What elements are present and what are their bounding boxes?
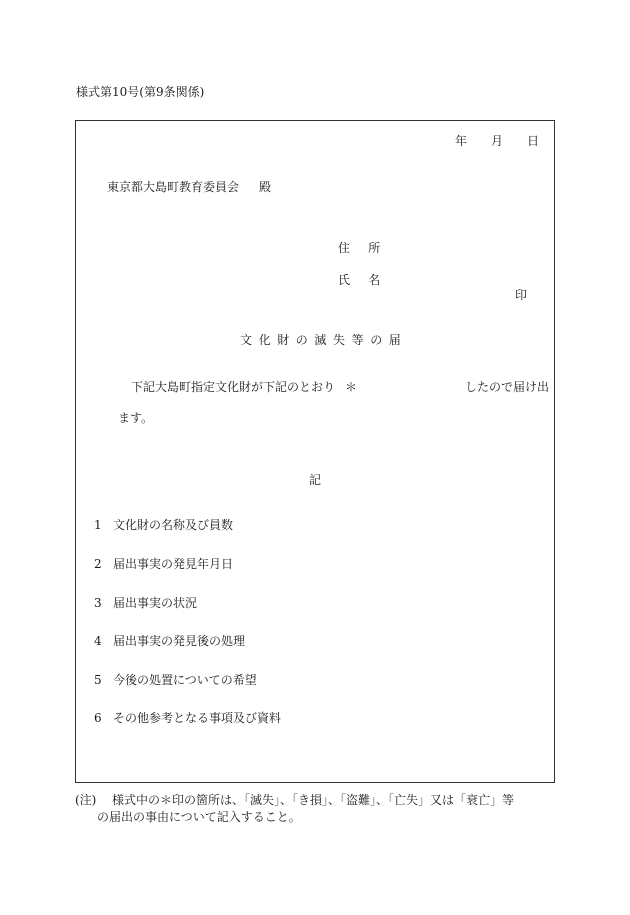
item-number: 1	[94, 518, 102, 532]
body-line1-suffix: したので届け出	[465, 380, 550, 394]
item-text: 届出事実の発見後の処理	[113, 634, 246, 648]
ki-heading: 記	[309, 473, 322, 487]
document-title: 文化財の滅失等の届	[240, 333, 408, 347]
item-number: 6	[94, 711, 102, 725]
date-month-label: 月	[491, 134, 504, 148]
item-text: 文化財の名称及び員数	[113, 518, 234, 532]
seal-mark: 印	[515, 288, 528, 302]
item-number: 3	[94, 596, 102, 610]
note-label: (注)	[75, 793, 97, 807]
form-number: 様式第10号(第9条関係)	[76, 85, 205, 99]
item-number: 5	[94, 673, 102, 687]
date-day-label: 日	[527, 134, 540, 148]
addressee-honorific: 殿	[259, 180, 272, 194]
address-label: 住 所	[338, 241, 388, 255]
item-text: 届出事実の発見年月日	[113, 557, 234, 571]
date-year-label: 年	[455, 134, 468, 148]
item-number: 2	[94, 557, 102, 571]
note-line1: 様式中の＊印の箇所は、「滅失」、「き損」、「盗難」、「亡失」又は「衰亡」等	[112, 793, 515, 807]
name-label: 氏 名	[338, 273, 388, 287]
item-text: 届出事実の状況	[113, 596, 198, 610]
item-number: 4	[94, 634, 102, 648]
addressee-name: 東京都大島町教育委員会	[107, 180, 240, 194]
item-text: その他参考となる事項及び資料	[113, 711, 282, 725]
body-line2: ます。	[118, 411, 154, 425]
body-asterisk: ＊	[345, 380, 358, 394]
item-text: 今後の処置についての希望	[113, 673, 257, 687]
note-line2: の届出の事由について記入すること。	[97, 810, 301, 824]
body-line1-prefix: 下記大島町指定文化財が下記のとおり	[131, 380, 336, 394]
